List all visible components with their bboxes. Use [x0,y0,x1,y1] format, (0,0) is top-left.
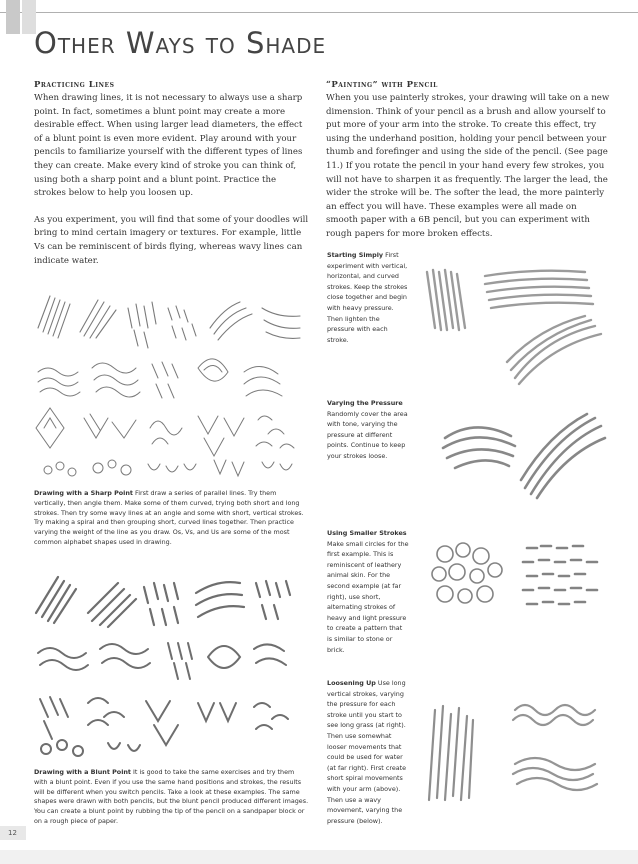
sharp-point-illustration [28,288,308,484]
paragraph: When you use painterly strokes, your drawing will take on a new dimension. Think of your pencil as a brush and allow yourself to put more of your arm into the stroke. To create this effect, try using the underhand position, holding your pencil between your thumb and forefinger and using the side of the pencil. (See page 11.) If you rotate the pencil in your hand every few strokes, you will not have to sharpen it as frequently. The larger the lead, the wider the stroke will be. The softer the lead, the more painterly an effect you will have. These examples were all made on smooth paper with a 6B pencil, but you can experiment with rough papers for more broken effects. [326,93,610,239]
paragraph: When drawing lines, it is not necessary to always use a sharp point. In fact, sometimes a blunt point may create a more desirable effect. When using larger lead diameters, the effect of a blunt point is even more evident. Play around with your pencils to familiarize yourself with the different types of lines they can create. Make every kind of stroke you can think of, using both a sharp point and a blunt point. Practice the strokes below to help you loosen up. [34,93,303,199]
blunt-point-caption [34,768,309,827]
example-text: First experiment with vertical, horizontal, and curved strokes. Keep the strokes close together and begin with heavy pressure. Then lighten the pressure with each stroke. [327,251,408,344]
example-title: Using Smaller Strokes [327,529,407,537]
smaller-strokes-illustration [415,524,613,634]
example-text: Make small circles for the first example. This is reminiscent of leathery animal skin. For the second example (at far right), use short, alternating strokes of heavy and light pressure to create a pattern that is similar to stone or brick. [327,539,409,654]
right-intro [326,80,610,242]
sharp-point-caption [34,489,309,548]
blunt-point-illustration [28,553,308,763]
page-number-box [0,826,26,840]
example-smaller-strokes [327,528,409,655]
example-text: Use long vertical strokes, varying the pressure for each stroke until you start to see long grass (at right). Then use somewhat looser movements that could be used for water (at far right). First create short spiral movements with your arm (above). Then use a wavy movement, varying the pressure (below). [327,679,407,825]
footer-band [0,850,638,864]
loosening-up-illustration [415,680,613,808]
example-title: Loosening Up [327,679,376,687]
example-starting-simply [327,250,409,345]
header-stripe [6,0,20,34]
example-loosening-up [327,678,409,826]
paragraph: As you experiment, you will find that some of your doodles will bring to mind certain imagery or textures. For example, little Vs can be reminiscent of birds flying, whereas wavy lines can indicate water. [34,214,309,266]
caption-text: It is good to take the same exercises and try them with a blunt point. Even if you use the same hand positions and strokes, the results will be different when you switch pencils. Take a look at these examples. The same shapes were drawn with both pencils, but the blunt pencil produced different images. You can create a blunt point by rubbing the tip of the pencil on a sandpaper block or on a rough piece of paper. [34,768,309,825]
page-number: 12 [8,829,17,837]
example-title: Starting Simply [327,251,384,259]
section-heading-painting-with-pencil: “Painting” with Pencil [326,80,438,90]
caption-title: Drawing with a Blunt Point [34,768,131,776]
starting-simply-illustration [415,258,613,390]
caption-text: First draw a series of parallel lines. Try them vertically, then angle them. Make some of them curved, trying both short and long strokes. Then try some wavy lines at an angle and some with short, vertical strokes. Try making a spiral and then grouping short, curved lines together. Then practice varying the weight of the line as you draw. Os, Vs, and Us are some of the most common alphabet shapes used in drawing. [34,489,304,546]
example-varying-pressure [327,398,409,462]
example-text: Randomly cover the area with tone, varying the pressure at different points. Continue to keep your strokes loose. [327,409,408,460]
example-title: Varying the Pressure [327,399,403,407]
caption-title: Drawing with a Sharp Point [34,489,133,497]
header-rule [0,12,638,13]
varying-pressure-illustration [415,398,613,508]
page-title: Other Ways to Shade [34,26,327,60]
section-heading-practicing-lines: Practicing Lines [34,80,115,90]
left-intro [34,80,309,268]
